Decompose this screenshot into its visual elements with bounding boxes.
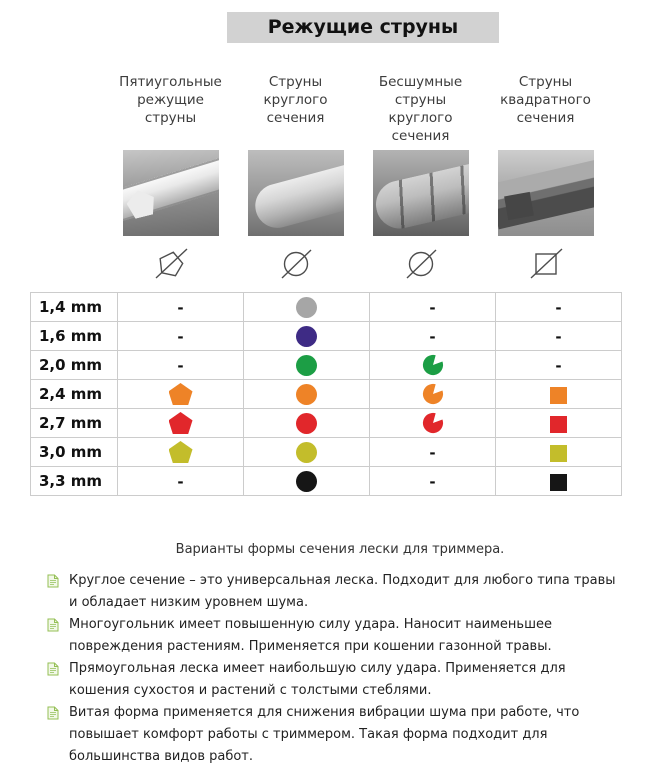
table-row xyxy=(31,351,622,380)
rod-end-face xyxy=(504,192,534,220)
square-line-photo xyxy=(498,150,594,236)
pacman-shape xyxy=(422,354,444,376)
note-document-icon xyxy=(47,662,59,676)
size-label: 1,4 mm xyxy=(31,293,118,322)
dash-marker: - xyxy=(555,356,562,375)
shape-cell xyxy=(370,380,496,409)
circle-shape xyxy=(296,413,317,434)
table-row xyxy=(31,467,622,496)
circle-diameter-icon xyxy=(233,244,358,286)
shape-cell xyxy=(496,351,622,380)
shape-cell xyxy=(496,467,622,496)
column-headers xyxy=(108,73,648,145)
circle-shape xyxy=(296,297,317,318)
circle-shape xyxy=(296,442,317,463)
shape-cell xyxy=(370,438,496,467)
circle-shape xyxy=(296,384,317,405)
silent-round-line-photo xyxy=(373,150,469,236)
shape-cell xyxy=(496,293,622,322)
diameter-symbols-row xyxy=(108,244,648,286)
rod-image-part xyxy=(250,159,344,233)
shape-cell xyxy=(244,409,370,438)
circle-diameter-icon xyxy=(358,244,483,286)
pentagon-shape xyxy=(169,441,193,463)
photos-row xyxy=(108,150,648,236)
dash-marker: - xyxy=(177,298,184,317)
dash-marker: - xyxy=(429,472,436,491)
round-line-photo xyxy=(248,150,344,236)
dash-marker: - xyxy=(177,327,184,346)
pentagonal-line-photo xyxy=(123,150,219,236)
column-header-round: Струны круглого сечения xyxy=(263,74,328,126)
shape-cell xyxy=(118,351,244,380)
note-text: Многоугольник имеет повышенную силу удара. Наносит наименьшее повреждения растениям. Применяется при кошении газонной травы. xyxy=(69,617,552,654)
shape-cell xyxy=(244,438,370,467)
shape-cell xyxy=(118,409,244,438)
page-title: Режущие струны xyxy=(227,12,499,43)
column-header-silent-round: Бесшумные струны круглого сечения xyxy=(378,74,463,144)
shape-cell xyxy=(118,467,244,496)
dash-marker: - xyxy=(429,327,436,346)
pentagon-diameter-icon xyxy=(108,244,233,286)
circle-shape xyxy=(296,471,317,492)
shape-cell xyxy=(244,351,370,380)
dash-marker: - xyxy=(429,298,436,317)
table-row xyxy=(31,293,622,322)
shape-cell xyxy=(118,380,244,409)
note-document-icon xyxy=(47,574,59,588)
size-label: 2,4 mm xyxy=(31,380,118,409)
shape-cell xyxy=(496,409,622,438)
line-size-table xyxy=(30,292,622,496)
dash-marker: - xyxy=(429,443,436,462)
shape-cell xyxy=(496,322,622,351)
note-text: Витая форма применяется для снижения вибрации шума при работе, что повышает комфорт работы с триммером. Такая форма подходит для большинства видов работ. xyxy=(69,705,580,764)
dash-marker: - xyxy=(177,472,184,491)
shape-cell xyxy=(118,438,244,467)
size-label: 2,0 mm xyxy=(31,351,118,380)
size-label: 1,6 mm xyxy=(31,322,118,351)
list-item xyxy=(47,570,618,614)
table-row xyxy=(31,380,622,409)
note-text: Круглое сечение – это универсальная леска. Подходит для любого типа травы и обладает низким уровнем шума. xyxy=(69,573,616,610)
notes-list xyxy=(47,570,618,768)
list-item xyxy=(47,702,618,768)
shape-cell xyxy=(496,380,622,409)
shape-cell xyxy=(118,322,244,351)
note-document-icon xyxy=(47,618,59,632)
pentagon-shape xyxy=(169,412,193,434)
pacman-shape xyxy=(422,412,444,434)
table-row xyxy=(31,322,622,351)
list-item xyxy=(47,658,618,702)
square-shape xyxy=(550,387,567,404)
shape-cell xyxy=(244,380,370,409)
table-row xyxy=(31,438,622,467)
shape-cell xyxy=(244,322,370,351)
size-label: 2,7 mm xyxy=(31,409,118,438)
shape-cell xyxy=(496,438,622,467)
square-diameter-icon xyxy=(483,244,608,286)
list-item xyxy=(47,614,618,658)
circle-shape xyxy=(296,355,317,376)
dash-marker: - xyxy=(555,327,562,346)
square-shape xyxy=(550,474,567,491)
note-text: Прямоугольная леска имеет наибольшую силу удара. Применяется для кошения сухостоя и растений с толстыми стеблями. xyxy=(69,661,566,698)
shape-cell xyxy=(118,293,244,322)
shape-cell xyxy=(370,322,496,351)
pacman-shape xyxy=(422,383,444,405)
shape-cell xyxy=(370,351,496,380)
shape-cell xyxy=(370,293,496,322)
shape-cell xyxy=(370,467,496,496)
size-table-body xyxy=(31,293,622,496)
size-label: 3,0 mm xyxy=(31,438,118,467)
table-row xyxy=(31,409,622,438)
dash-marker: - xyxy=(555,298,562,317)
pentagon-shape xyxy=(169,383,193,405)
circle-shape xyxy=(296,326,317,347)
note-document-icon xyxy=(47,706,59,720)
column-header-square: Струны квадратного сечения xyxy=(500,74,591,126)
size-label: 3,3 mm xyxy=(31,467,118,496)
shape-cell xyxy=(244,467,370,496)
shape-cell xyxy=(370,409,496,438)
shape-cell xyxy=(244,293,370,322)
column-header-pentagonal: Пятиугольные режущие струны xyxy=(119,74,222,126)
square-shape xyxy=(550,445,567,462)
dash-marker: - xyxy=(177,356,184,375)
table-caption: Варианты формы сечения лески для триммера. xyxy=(175,542,505,557)
square-shape xyxy=(550,416,567,433)
rod-image-part xyxy=(373,159,469,234)
